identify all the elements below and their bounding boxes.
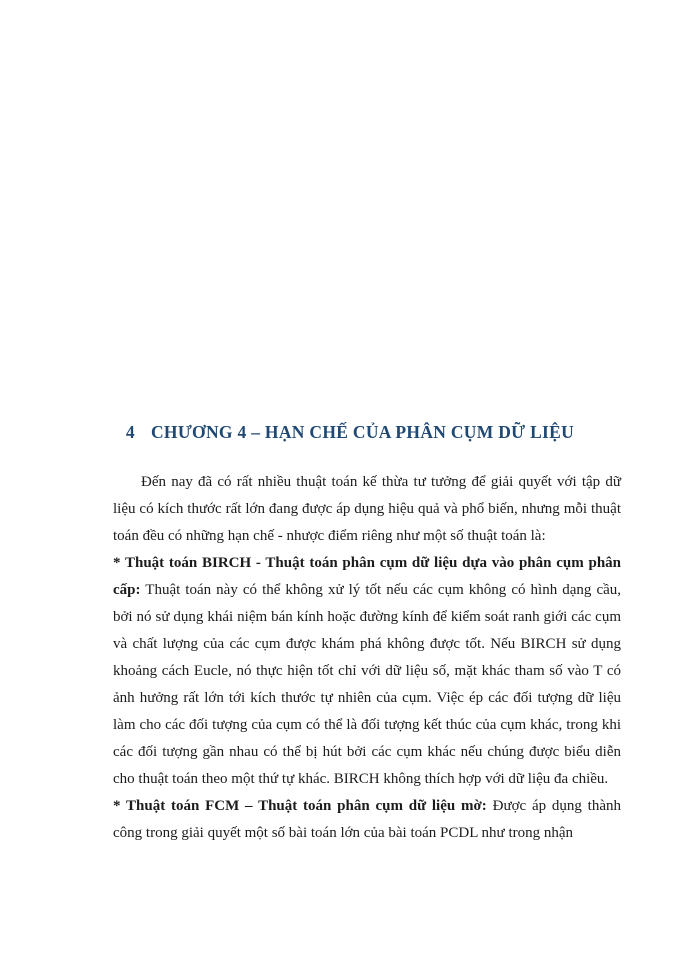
document-body bbox=[113, 469, 621, 847]
paragraph-birch-text: Thuật toán này có thể không xử lý tốt nếu các cụm không có hình dạng cầu, bởi nó sử dụng khái niệm bán kính hoặc đường kính để kiểm soát ranh giới các cụm và chất lượng của các cụm được khám phá không được tốt. Nếu BIRCH sử dụng khoảng cách Eucle, nó thực hiện tốt chỉ với dữ liệu số, mặt khác tham số vào T có ảnh hưởng rất lớn tới kích thước tự nhiên của cụm. Việc ép các đối tượng dữ liệu làm cho các đối tượng của cụm có thể là đối tượng kết thúc của cụm khác, trong khi các đối tượng gần nhau có thể bị hút bởi các cụm khác nếu chúng được biểu diễn cho thuật toán theo một thứ tự khác. BIRCH không thích hợp với dữ liệu đa chiều. bbox=[113, 582, 622, 787]
paragraph-birch-lead: * Thuật toán BIRCH - Thuật toán phân cụm dữ liệu dựa vào phân cụm phân cấp: bbox=[113, 555, 621, 598]
heading-number: 4 bbox=[125, 422, 135, 442]
paragraph-fcm-lead: * Thuật toán FCM – Thuật toán phân cụm dữ liệu mờ: bbox=[113, 798, 487, 814]
chapter-heading bbox=[0, 422, 700, 443]
paragraph-fcm-text: Được áp dụng thành công trong giải quyết một số bài toán lớn của bài toán PCDL như trong nhận bbox=[113, 798, 622, 841]
paragraph-intro-text: Đến nay đã có rất nhiều thuật toán kế thừa tư tưởng để giải quyết với tập dữ liệu có kích thước rất lớn đang được áp dụng hiệu quả và phổ biến, nhưng mỗi thuật toán đều có những hạn chế - nhược điểm riêng như một số thuật toán là: bbox=[113, 474, 621, 544]
paragraph-intro bbox=[113, 469, 621, 550]
heading-title: CHƯƠNG 4 – HẠN CHẾ CỦA PHÂN CỤM DỮ LIỆU bbox=[150, 422, 575, 442]
paragraph-fcm bbox=[113, 793, 621, 847]
paragraph-birch bbox=[113, 550, 621, 793]
